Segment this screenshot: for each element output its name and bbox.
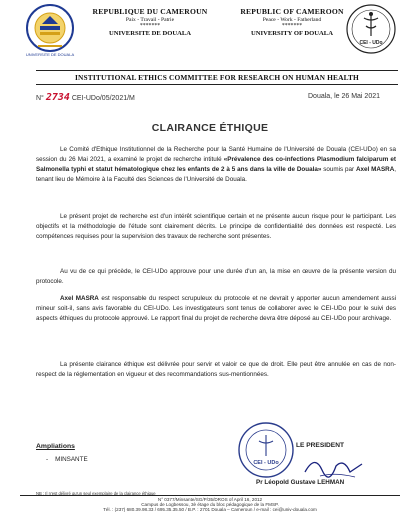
committee-logo [344,2,398,58]
reference-prefix: N° [36,95,44,102]
reference-line [36,92,135,103]
p1-text-c: , tenant lieu de Mémoire à la Faculté des Sciences de l'Université de Douala. [36,166,397,183]
university-en: UNIVERSITY OF DOUALA [251,29,333,37]
official-stamp [236,420,296,480]
handwritten-signature [300,452,370,482]
university-fr: UNIVERSITE DE DOUALA [108,29,192,37]
separator-right: ******* [281,23,303,30]
p2-text: Le présent projet de recherche est d'un intérêt scientifique certain et ne présente aucun risque pour le participant. Les objectifs et la méthodologie de l'étude sont clairement décrits. Le principe de confidentialité des données est respecté. Les compétences requises pour la supervision des travaux de recherche sont présentes. [36,213,396,240]
right-logo-text: CEI - UDo [359,40,383,46]
paragraph-2 [36,212,396,242]
footer-line-1: N° 0377/Minsante/SG/P/35/DROS of April 16, 2012 [157,497,263,502]
ampliations-heading: Ampliations [36,443,75,450]
president-name: Pr Léopold Gustave LEHMAN [256,479,345,486]
paragraph-3 [36,267,396,287]
separator-left: ******* [139,23,161,30]
project-title: «Prévalence des co-infections Plasmodium falciparum et Salmonella typhi et statut hématologique chez les enfants de 2 à 5 ans dans la ville de Douala» [36,156,396,173]
header-right [222,8,362,37]
ampliations-item: - MINSANTE [46,456,88,463]
header-left [80,8,220,37]
ampliations-item-text: MINSANTE [55,456,88,463]
paragraph-1 [36,145,396,185]
reference-suffix: CEI-UDo/05/2021/M [71,95,135,102]
paragraph-4 [36,294,396,324]
p3-text: Au vu de ce qui précède, le CEI-UDo approuve pour une durée d'un an, la mise en œuvre de la présente version du protocole. [36,268,396,285]
header-divider [36,70,398,71]
footer-line-2: Campus de Logbessou, 3è étage du bloc pédagogique de la FMSP. [141,502,279,507]
motto-en: Peace - Work - Fatherland [262,16,322,23]
motto-fr: Paix - Travail - Patrie [125,16,175,23]
university-logo [24,2,76,58]
country-fr: REPUBLIQUE DU CAMEROUN [92,7,208,16]
p1-text-b: soumis par [321,166,356,173]
footer-line-3: Tél. : (237) 680.39.98.33 / 695.35.35.50 / B.P. : 2701 Douala – Cameroun / e-mail : cei@univ-douala.com [103,507,317,512]
paragraph-5 [36,360,396,380]
committee-divider [36,84,398,85]
stamp-text: CEI - UDo [253,460,279,466]
president-label: LE PRESIDENT [296,442,344,449]
document-title: CLAIRANCE ÉTHIQUE [151,122,269,134]
nb-note: NB : Il n'est délivré qu'un seul exemplaire de la clairance éthique [36,491,156,496]
p4-text: est responsable du respect scrupuleux du protocole et ne devrait y apporter aucun amendement aussi mineur soit-il, sans avis favorable du CEI-UDo. Les investigateurs sont tenus de collaborer avec le CEI-UDo pour le suivi des aspects éthiques du protocole approuvé. Le rapport final du projet de recherche devra être déposé au CEI-UDo pour archivage. [36,295,396,322]
p1-author: Axel MASRA [356,166,395,173]
p4-author: Axel MASRA [60,295,99,302]
reference-number: 2734 [45,92,70,103]
footer-divider [20,495,400,496]
p5-text: La présente clairance éthique est délivrée pour servir et valoir ce que de droit. Elle peut être annulée en cas de non-respect de la réglementation en vigueur et des recommandations sus-mentionnées. [36,361,396,378]
country-en: REPUBLIC OF CAMEROON [240,7,344,16]
left-logo-text: UNIVERSITE DE DOUALA [25,52,75,57]
committee-title: INSTITUTIONAL ETHICS COMMITTEE FOR RESEARCH ON HUMAN HEALTH [75,73,359,82]
issue-date: Douala, le 26 Mai 2021 [308,93,380,100]
p1-text-a: Le Comité d'Ethique Institutionnel de la Recherche pour la Santé Humaine de l'Université de Douala (CEI-UDo) en sa session du 26 Mai 2021, a examiné le projet de recherche intitulé [36,146,396,163]
